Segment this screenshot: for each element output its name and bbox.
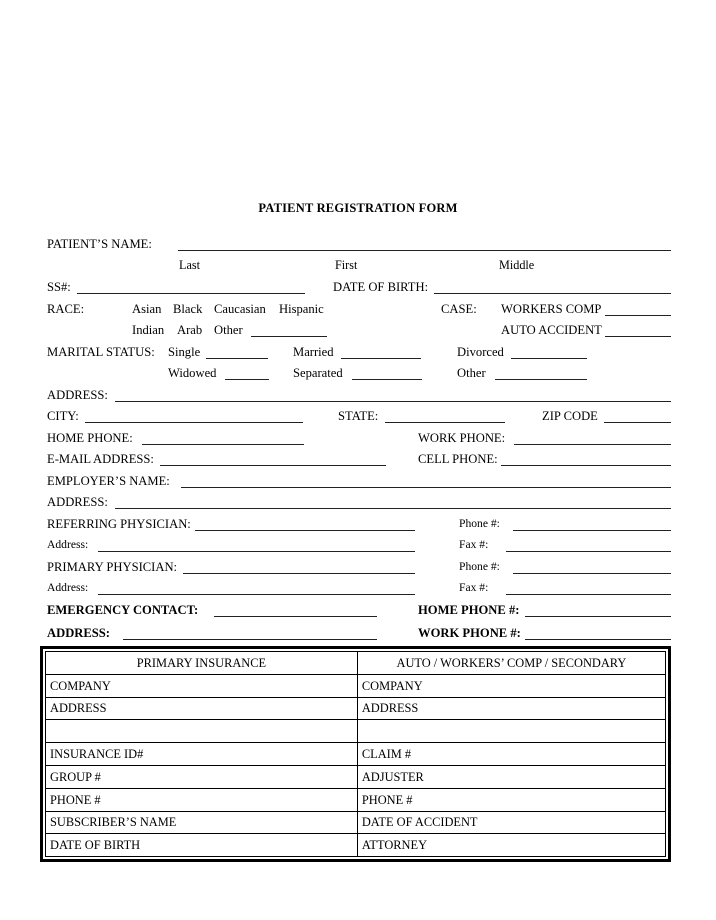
primary-address-input[interactable] (98, 594, 415, 595)
form-fields-region (47, 236, 671, 648)
primary-physician-input[interactable] (183, 573, 415, 574)
ss-input[interactable] (77, 293, 305, 294)
referring-address-label: Address: (47, 538, 89, 551)
row-race-case-2 (47, 322, 671, 344)
marital-option-married[interactable]: Married (293, 344, 334, 359)
referring-phone-input[interactable] (513, 530, 671, 531)
row-employer-address (47, 494, 671, 516)
case-label: CASE: (441, 301, 477, 316)
marital-option-separated[interactable]: Separated (293, 366, 343, 380)
cell-primary-address-line2[interactable] (46, 720, 358, 743)
page-title: PATIENT REGISTRATION FORM (258, 201, 458, 215)
ss-label: SS#: (47, 280, 71, 294)
cell-secondary-date-of-accident[interactable]: DATE OF ACCIDENT (357, 811, 665, 834)
state-input[interactable] (385, 422, 505, 423)
referring-physician-label: REFERRING PHYSICIAN: (47, 516, 191, 531)
cell-secondary-phone[interactable]: PHONE # (357, 788, 665, 811)
work-phone-input[interactable] (514, 444, 671, 445)
marital-option-widowed[interactable]: Widowed (168, 366, 217, 380)
insurance-table (45, 651, 666, 857)
cell-secondary-adjuster[interactable]: ADJUSTER (357, 765, 665, 788)
referring-physician-input[interactable] (195, 530, 415, 531)
row-emergency-contact (47, 602, 671, 625)
email-label: E-MAIL ADDRESS: (47, 452, 154, 466)
employer-address-label: ADDRESS: (47, 495, 108, 509)
email-input[interactable] (160, 465, 386, 466)
employer-name-label: EMPLOYER’S NAME: (47, 473, 170, 488)
race-option-other[interactable]: Other (214, 323, 243, 337)
row-email-cell (47, 451, 671, 473)
cell-secondary-claim-number[interactable]: CLAIM # (357, 743, 665, 766)
row-name-captions (47, 258, 671, 280)
marital-other-input[interactable] (495, 379, 587, 380)
row-marital-1 (47, 344, 671, 366)
cell-secondary-address[interactable]: ADDRESS (357, 697, 665, 720)
caption-middle: Middle (499, 257, 535, 272)
row-address (47, 387, 671, 409)
city-input[interactable] (85, 422, 303, 423)
address-label: ADDRESS: (47, 387, 108, 402)
race-option-asian[interactable]: Asian (132, 301, 162, 316)
primary-address-label: Address: (47, 581, 89, 594)
dob-label: DATE OF BIRTH: (333, 280, 429, 294)
header-secondary-insurance: AUTO / WORKERS’ COMP / SECONDARY (357, 652, 665, 675)
row-emergency-address (47, 625, 671, 648)
cell-primary-group-number[interactable]: GROUP # (46, 765, 358, 788)
cell-phone-input[interactable] (501, 465, 671, 466)
row-primary-physician (47, 559, 671, 581)
city-label: CITY: (47, 409, 79, 423)
auto-accident-input[interactable] (605, 336, 671, 337)
work-phone-label: WORK PHONE: (418, 430, 506, 445)
marital-divorced-input[interactable] (511, 358, 587, 359)
cell-secondary-company[interactable]: COMPANY (357, 674, 665, 697)
cell-primary-insurance-id[interactable]: INSURANCE ID# (46, 743, 358, 766)
race-option-arab[interactable]: Arab (177, 323, 203, 337)
race-label: RACE: (47, 301, 85, 316)
cell-primary-company[interactable]: COMPANY (46, 674, 358, 697)
cell-secondary-attorney[interactable]: ATTORNEY (357, 834, 665, 857)
emergency-work-phone-input[interactable] (525, 639, 671, 640)
case-option-workers-comp[interactable]: WORKERS COMP (501, 301, 602, 316)
primary-phone-label: Phone #: (459, 559, 500, 573)
marital-option-divorced[interactable]: Divorced (457, 344, 504, 359)
race-option-indian[interactable]: Indian (132, 323, 165, 337)
marital-widowed-input[interactable] (225, 379, 269, 380)
cell-primary-subscriber-name[interactable]: SUBSCRIBER’S NAME (46, 811, 358, 834)
referring-fax-input[interactable] (506, 551, 671, 552)
case-option-auto-accident[interactable]: AUTO ACCIDENT (501, 323, 602, 337)
emergency-home-phone-input[interactable] (525, 616, 671, 617)
emergency-work-phone-label: WORK PHONE #: (418, 625, 521, 640)
marital-single-input[interactable] (206, 358, 268, 359)
cell-primary-phone[interactable]: PHONE # (46, 788, 358, 811)
row-city-state-zip (47, 408, 671, 430)
patient-name-label: PATIENT’S NAME: (47, 237, 152, 251)
table-row (46, 811, 666, 834)
referring-address-input[interactable] (98, 551, 415, 552)
emergency-home-phone-label: HOME PHONE #: (418, 602, 520, 617)
patient-name-input[interactable] (178, 250, 671, 251)
race-option-black[interactable]: Black (173, 301, 203, 316)
emergency-address-label: ADDRESS: (47, 625, 110, 640)
address-input[interactable] (115, 401, 671, 402)
race-option-hispanic[interactable]: Hispanic (279, 301, 324, 316)
marital-married-input[interactable] (341, 358, 421, 359)
table-row (46, 834, 666, 857)
row-patient-name (47, 236, 671, 258)
emergency-address-input[interactable] (123, 639, 377, 640)
race-other-input[interactable] (251, 336, 327, 337)
table-row (46, 720, 666, 743)
marital-separated-input[interactable] (352, 379, 422, 380)
marital-option-other[interactable]: Other (457, 366, 486, 380)
row-referring-address (47, 537, 671, 559)
zip-code-label: ZIP CODE (542, 409, 598, 423)
home-phone-input[interactable] (142, 444, 304, 445)
row-ss-dob (47, 279, 671, 301)
table-row (46, 788, 666, 811)
insurance-table-frame (40, 646, 671, 862)
cell-primary-date-of-birth[interactable]: DATE OF BIRTH (46, 834, 358, 857)
dob-input[interactable] (434, 293, 671, 294)
cell-secondary-address-line2[interactable] (357, 720, 665, 743)
state-label: STATE: (338, 409, 379, 423)
table-row (46, 674, 666, 697)
caption-last: Last (179, 257, 200, 272)
employer-name-input[interactable] (181, 487, 671, 488)
table-row (46, 743, 666, 766)
emergency-contact-label: EMERGENCY CONTACT: (47, 602, 199, 617)
table-row (46, 765, 666, 788)
table-header-row (46, 652, 666, 675)
row-employer-name (47, 473, 671, 495)
marital-option-single[interactable]: Single (168, 344, 201, 359)
row-referring-physician (47, 516, 671, 538)
caption-first: First (335, 257, 358, 272)
cell-phone-label: CELL PHONE: (418, 452, 498, 466)
zip-code-input[interactable] (604, 422, 671, 423)
marital-status-label: MARITAL STATUS: (47, 344, 155, 359)
referring-phone-label: Phone #: (459, 516, 500, 530)
workers-comp-input[interactable] (605, 315, 671, 316)
employer-address-input[interactable] (115, 508, 671, 509)
header-primary-insurance: PRIMARY INSURANCE (46, 652, 358, 675)
row-marital-2 (47, 365, 671, 387)
table-row (46, 697, 666, 720)
primary-phone-input[interactable] (513, 573, 671, 574)
home-phone-label: HOME PHONE: (47, 430, 133, 445)
row-home-work-phone (47, 430, 671, 452)
row-race-case-1 (47, 301, 671, 323)
referring-fax-label: Fax #: (459, 538, 489, 551)
primary-physician-label: PRIMARY PHYSICIAN: (47, 559, 178, 574)
race-option-caucasian[interactable]: Caucasian (214, 301, 266, 316)
row-primary-address (47, 580, 671, 602)
primary-fax-label: Fax #: (459, 581, 489, 594)
cell-primary-address[interactable]: ADDRESS (46, 697, 358, 720)
primary-fax-input[interactable] (506, 594, 671, 595)
emergency-contact-input[interactable] (214, 616, 377, 617)
